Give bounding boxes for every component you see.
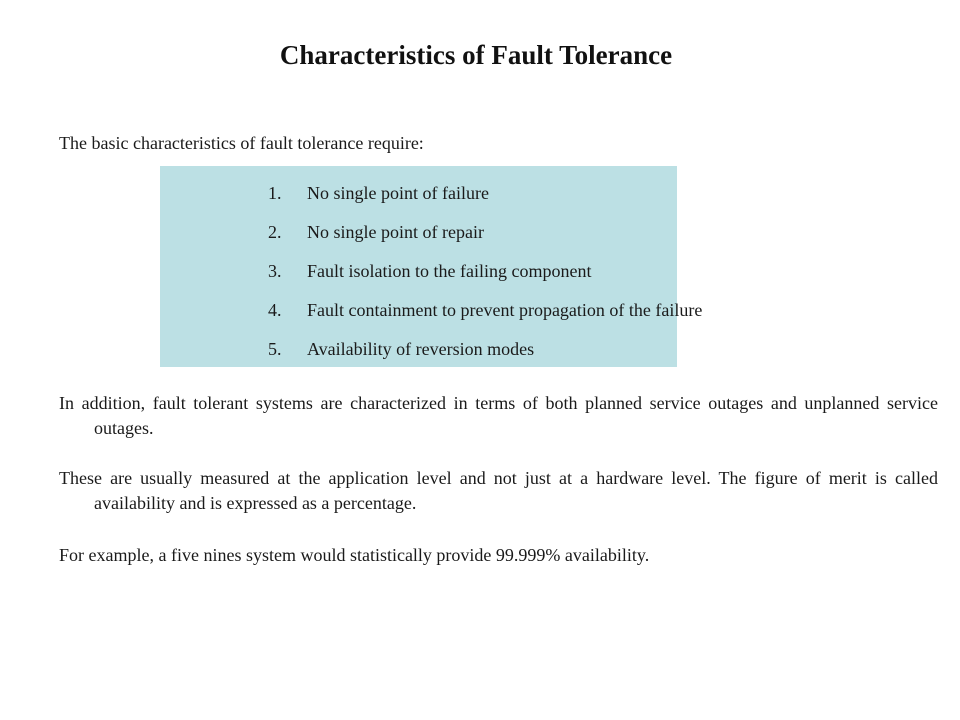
list-item — [268, 220, 702, 259]
list-item-number: 1. — [268, 183, 282, 203]
list-item-text: Fault isolation to the failing component — [307, 261, 592, 281]
paragraph-measurement: These are usually measured at the application level and not just at a hardware level. The figure of merit is called availability and is expressed as a percentage. — [59, 468, 938, 513]
list-item-text: Fault containment to prevent propagation of the failure — [307, 300, 703, 320]
list-item-text: No single point of repair — [307, 222, 484, 242]
paragraph-example: For example, a five nines system would statistically provide 99.999% availability. — [59, 545, 650, 565]
characteristics-list — [268, 181, 702, 376]
list-item-text: No single point of failure — [307, 183, 489, 203]
list-item-text: Availability of reversion modes — [307, 339, 535, 359]
list-item — [268, 181, 702, 220]
list-item-number: 4. — [268, 300, 282, 320]
intro-text: The basic characteristics of fault tolerance require: — [59, 133, 424, 153]
list-item — [268, 259, 702, 298]
paragraph-outages: In addition, fault tolerant systems are characterized in terms of both planned service outages and unplanned service outages. — [59, 393, 938, 438]
list-item — [268, 298, 702, 337]
slide-title: Characteristics of Fault Tolerance — [279, 40, 673, 70]
list-item-number: 3. — [268, 261, 282, 281]
list-item — [268, 337, 702, 376]
list-item-number: 2. — [268, 222, 282, 242]
list-item-number: 5. — [268, 339, 282, 359]
